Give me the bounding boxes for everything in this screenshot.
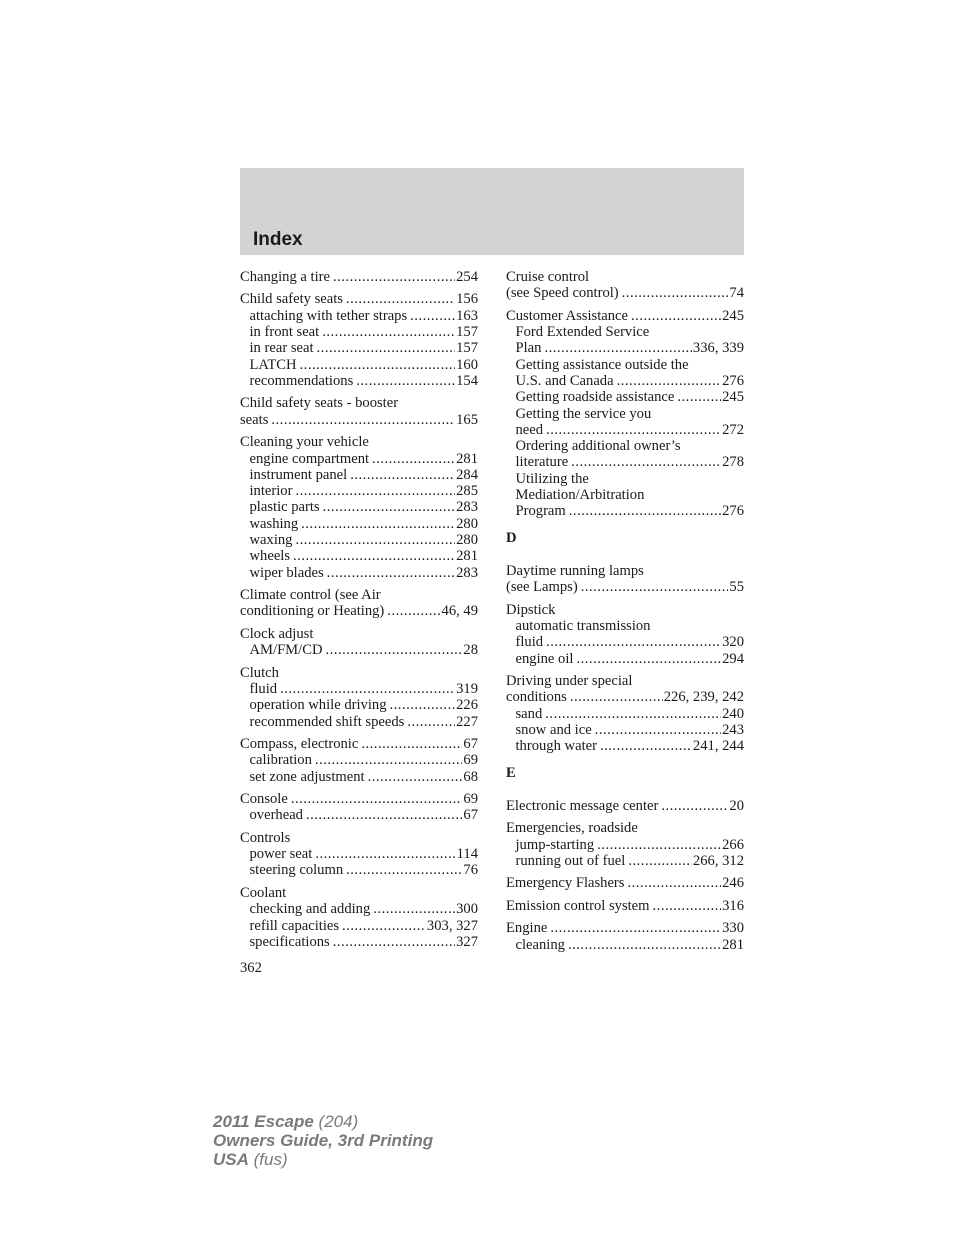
entry-text: power seat	[249, 846, 313, 863]
page-reference: 280	[456, 515, 478, 532]
page-reference: 330	[722, 920, 744, 937]
entry-text: Getting roadside assistance	[515, 389, 675, 406]
index-subentry-line	[506, 634, 744, 650]
dot-leader	[568, 937, 721, 953]
entry-text: Console	[240, 791, 288, 808]
index-subentry-line	[506, 471, 744, 487]
entry-text: instrument panel	[249, 466, 348, 483]
dot-leader	[545, 706, 721, 722]
page-reference: 69	[463, 752, 478, 769]
page-reference: 245	[722, 307, 744, 324]
page-reference: 55	[729, 579, 744, 596]
index-subentry-line	[240, 451, 478, 467]
entry-text: wheels	[249, 548, 291, 565]
index-subentry-line	[506, 438, 744, 454]
entry-text: seats	[240, 411, 269, 428]
entry-text: Plan	[515, 340, 542, 357]
dot-leader	[306, 807, 462, 823]
index-subentry-line	[506, 618, 744, 634]
entry-text: overhead	[249, 807, 303, 824]
dot-leader	[368, 769, 463, 785]
index-subentry-line	[506, 837, 744, 853]
dot-leader	[327, 565, 455, 581]
index-entry	[506, 308, 744, 520]
index-entry-line	[240, 412, 478, 428]
index-entry	[506, 798, 744, 814]
index-subentry-line	[240, 548, 478, 564]
index-entry-line	[506, 920, 744, 936]
entry-text: recommendations	[249, 372, 354, 389]
entry-text: engine oil	[515, 650, 574, 667]
dot-leader	[661, 798, 728, 814]
entry-text: fluid	[515, 634, 544, 651]
index-subentry-line	[240, 532, 478, 548]
dot-leader	[295, 483, 455, 499]
dot-leader	[373, 901, 455, 917]
dot-leader	[617, 373, 722, 389]
entry-text: set zone adjustment	[249, 768, 365, 785]
dot-leader	[291, 791, 463, 807]
index-subentry-line	[240, 483, 478, 499]
dot-leader	[280, 681, 455, 697]
entry-text: Emergency Flashers	[506, 875, 625, 892]
index-subentry-line	[240, 357, 478, 373]
index-column-right	[506, 269, 744, 959]
entry-text: Driving under special	[506, 673, 633, 690]
entry-text: through water	[515, 738, 597, 755]
index-entry-line	[506, 898, 744, 914]
page-reference: 246	[722, 875, 744, 892]
page-reference: 46, 49	[441, 603, 478, 620]
page-reference: 227	[456, 713, 478, 730]
dot-leader	[546, 634, 721, 650]
dot-leader	[569, 503, 721, 519]
dot-leader	[628, 853, 692, 869]
footer-line-1: 2011 Escape (204)	[213, 1112, 359, 1131]
entry-text: recommended shift speeds	[249, 713, 405, 730]
page-reference: 294	[722, 650, 744, 667]
index-subentry-line	[240, 901, 478, 917]
entry-text: in rear seat	[249, 340, 314, 357]
dot-leader	[333, 269, 455, 285]
page-reference: 157	[456, 340, 478, 357]
index-entry	[240, 434, 478, 581]
page-reference: 316	[722, 897, 744, 914]
page-reference: 281	[722, 936, 744, 953]
dot-leader	[622, 285, 729, 301]
page-reference: 163	[456, 307, 478, 324]
index-entry-line	[240, 885, 478, 901]
entry-text: attaching with tether straps	[249, 307, 408, 324]
page-reference: 226	[456, 697, 478, 714]
page-reference: 266	[722, 836, 744, 853]
index-entry	[240, 269, 478, 285]
entry-text: wiper blades	[249, 564, 324, 581]
index-entry	[240, 791, 478, 824]
dot-leader	[346, 862, 462, 878]
index-entry-line	[506, 285, 744, 301]
page-reference: 68	[463, 768, 478, 785]
entry-text: Compass, electronic	[240, 736, 359, 753]
index-subentry-line	[240, 499, 478, 515]
dot-leader	[627, 875, 721, 891]
index-entry-line	[240, 603, 478, 619]
index-subentry-line	[506, 406, 744, 422]
index-subentry-line	[506, 389, 744, 405]
dot-leader	[372, 451, 455, 467]
entry-text: cleaning	[515, 936, 565, 953]
index-subentry-line	[240, 340, 478, 356]
page-reference: 336, 339	[692, 340, 744, 357]
entry-text: Program	[515, 503, 566, 520]
entry-text: Engine	[506, 920, 548, 937]
dot-leader	[300, 357, 456, 373]
page-reference: 74	[729, 285, 744, 302]
index-entry-line	[240, 434, 478, 450]
index-entry-line	[240, 736, 478, 752]
index-entry	[240, 665, 478, 730]
index-entry-line	[506, 579, 744, 595]
entry-text: Child safety seats	[240, 291, 343, 308]
dot-leader	[571, 454, 721, 470]
index-subentry-line	[240, 846, 478, 862]
page-reference: 280	[456, 532, 478, 549]
entry-text: (see Speed control)	[506, 285, 619, 302]
index-entry	[240, 736, 478, 785]
entry-text: Utilizing the	[515, 470, 589, 487]
page-reference: 281	[456, 548, 478, 565]
index-entry	[240, 291, 478, 389]
entry-text: calibration	[249, 752, 312, 769]
index-subentry-line	[506, 722, 744, 738]
dot-leader	[326, 642, 463, 658]
page-reference: 281	[456, 450, 478, 467]
dot-leader	[333, 934, 455, 950]
entry-text: Emergencies, roadside	[506, 820, 638, 837]
index-subentry-line	[506, 487, 744, 503]
index-subentry-line	[240, 681, 478, 697]
entry-text: fluid	[249, 680, 278, 697]
dot-leader	[581, 579, 729, 595]
document-footer	[213, 1112, 433, 1169]
page-reference: 284	[456, 466, 478, 483]
entry-text: sand	[515, 705, 543, 722]
dot-leader	[544, 340, 691, 356]
entry-text: Getting the service you	[515, 405, 652, 422]
index-subentry-line	[506, 454, 744, 470]
entry-text: Cruise control	[506, 269, 590, 285]
entry-text: snow and ice	[515, 721, 592, 738]
index-entry-line	[240, 830, 478, 846]
page-reference: 283	[456, 564, 478, 581]
entry-text: in front seat	[249, 324, 320, 341]
entry-text: need	[515, 421, 544, 438]
dot-leader	[315, 846, 455, 862]
entry-text: plastic parts	[249, 499, 320, 516]
page-reference: 156	[456, 291, 478, 308]
page-reference: 157	[456, 324, 478, 341]
index-column-left	[240, 269, 478, 956]
index-entry	[506, 602, 744, 667]
dot-leader	[677, 389, 721, 405]
entry-text: Emission control system	[506, 897, 650, 914]
index-entry	[240, 885, 478, 950]
entry-text: Mediation/Arbitration	[515, 487, 645, 504]
index-entry-line	[506, 673, 744, 689]
index-subentry-line	[240, 752, 478, 768]
entry-text: Climate control (see Air	[240, 587, 381, 604]
dot-leader	[322, 324, 455, 340]
index-entry-line	[506, 563, 744, 579]
entry-text: conditioning or Heating)	[240, 603, 385, 620]
index-subentry-line	[240, 714, 478, 730]
index-subentry-line	[240, 308, 478, 324]
index-subentry-line	[240, 862, 478, 878]
dot-leader	[361, 736, 462, 752]
index-entry	[506, 898, 744, 914]
entry-text: steering column	[249, 862, 344, 879]
entry-text: literature	[515, 454, 569, 471]
entry-text: Ordering additional owner’s	[515, 438, 681, 455]
page-reference: 114	[456, 846, 478, 863]
page-reference: 165	[456, 411, 478, 428]
entry-text: jump-starting	[515, 836, 595, 853]
entry-text: conditions	[506, 689, 567, 706]
entry-text: Clutch	[240, 664, 279, 681]
index-entry	[506, 920, 744, 953]
index-entry-line	[506, 269, 744, 285]
entry-text: Child safety seats - booster	[240, 395, 399, 412]
page-reference: 160	[456, 356, 478, 373]
index-header	[240, 168, 744, 255]
index-entry-line	[506, 875, 744, 891]
index-subentry-line	[506, 937, 744, 953]
index-entry	[506, 875, 744, 891]
dot-leader	[342, 918, 426, 934]
entry-text: Changing a tire	[240, 269, 330, 285]
index-subentry-line	[506, 324, 744, 340]
index-subentry-line	[240, 697, 478, 713]
dot-leader	[550, 920, 721, 936]
page-reference: 254	[456, 269, 478, 285]
footer-line-3: USA (fus)	[213, 1150, 288, 1169]
index-entry	[240, 587, 478, 620]
index-entry	[506, 820, 744, 869]
entry-text: operation while driving	[249, 697, 387, 714]
page-reference: 278	[722, 454, 744, 471]
page-reference: 276	[722, 503, 744, 520]
entry-text: Coolant	[240, 884, 287, 901]
entry-text: Dipstick	[506, 601, 556, 618]
entry-text: Getting assistance outside the	[515, 356, 689, 373]
dot-leader	[323, 499, 455, 515]
dot-leader	[576, 651, 721, 667]
index-subentry-line	[240, 565, 478, 581]
page-reference: 283	[456, 499, 478, 516]
page-reference: 226, 239, 242	[663, 689, 744, 706]
entry-text: waxing	[249, 532, 293, 549]
index-entry-line	[240, 791, 478, 807]
index-entry-line	[506, 689, 744, 705]
index-subentry-line	[240, 807, 478, 823]
entry-text: Cleaning your vehicle	[240, 434, 369, 451]
page-reference: 20	[729, 797, 744, 814]
dot-leader	[600, 738, 692, 754]
dot-leader	[546, 422, 721, 438]
section-letter: E	[506, 764, 516, 781]
index-entry-line	[240, 665, 478, 681]
page-reference: 241, 244	[692, 738, 744, 755]
dot-leader	[301, 516, 455, 532]
index-subentry-line	[240, 516, 478, 532]
entry-text: LATCH	[249, 356, 297, 373]
index-subentry-line	[506, 503, 744, 519]
dot-leader	[653, 898, 722, 914]
page-reference: 272	[722, 421, 744, 438]
entry-text: Daytime running lamps	[506, 562, 644, 579]
dot-leader	[356, 373, 455, 389]
page-reference: 266, 312	[692, 852, 744, 869]
page-reference: 240	[722, 705, 744, 722]
page-title: Index	[253, 229, 303, 250]
page-number: 362	[240, 960, 262, 976]
index-entry	[506, 563, 744, 596]
dot-leader	[407, 714, 455, 730]
page-reference: 327	[456, 933, 478, 950]
index-entry	[240, 830, 478, 879]
entry-text: (see Lamps)	[506, 579, 578, 596]
index-entry-line	[240, 626, 478, 642]
index-entry	[506, 269, 744, 302]
index-subentry-line	[506, 651, 744, 667]
index-entry-line	[506, 308, 744, 324]
entry-text: AM/FM/CD	[249, 642, 323, 659]
index-entry-line	[506, 798, 744, 814]
index-subentry-line	[240, 467, 478, 483]
page-reference: 154	[456, 372, 478, 389]
index-subentry-line	[240, 769, 478, 785]
page-reference: 276	[722, 372, 744, 389]
footer-line-2: Owners Guide, 3rd Printing	[213, 1131, 434, 1150]
entry-text: Customer Assistance	[506, 307, 629, 324]
entry-text: engine compartment	[249, 450, 370, 467]
entry-text: running out of fuel	[515, 852, 626, 869]
dot-leader	[595, 722, 721, 738]
index-subentry-line	[240, 324, 478, 340]
index-entry	[240, 395, 478, 428]
index-subentry-line	[506, 853, 744, 869]
page-reference: 300	[456, 901, 478, 918]
index-entry-line	[506, 602, 744, 618]
index-subentry-line	[506, 373, 744, 389]
dot-leader	[410, 308, 455, 324]
entry-text: checking and adding	[249, 901, 371, 918]
index-subentry-line	[240, 934, 478, 950]
entry-text: Ford Extended Service	[515, 324, 650, 341]
index-subentry-line	[506, 738, 744, 754]
dot-leader	[315, 752, 463, 768]
page-reference: 245	[722, 389, 744, 406]
entry-text: specifications	[249, 933, 330, 950]
dot-leader	[346, 291, 455, 307]
dot-leader	[570, 689, 663, 705]
dot-leader	[390, 697, 456, 713]
index-entry	[506, 673, 744, 754]
page-reference: 243	[722, 721, 744, 738]
entry-text: Controls	[240, 829, 291, 846]
index-subentry-line	[506, 706, 744, 722]
entry-text: Electronic message center	[506, 797, 659, 814]
page-reference: 67	[463, 736, 478, 753]
entry-text: refill capacities	[249, 917, 340, 934]
page-reference: 303, 327	[426, 917, 478, 934]
dot-leader	[350, 467, 455, 483]
dot-leader	[295, 532, 455, 548]
entry-text: U.S. and Canada	[515, 372, 614, 389]
entry-text: Clock adjust	[240, 625, 314, 642]
index-subentry-line	[506, 422, 744, 438]
page-reference: 285	[456, 483, 478, 500]
index-subentry-line	[506, 340, 744, 356]
dot-leader	[631, 308, 721, 324]
page-reference: 76	[463, 862, 478, 879]
index-subentry-line	[240, 642, 478, 658]
entry-text: automatic transmission	[515, 618, 651, 635]
entry-text: washing	[249, 515, 299, 532]
index-entry	[240, 626, 478, 659]
index-entry-line	[240, 587, 478, 603]
page-reference: 69	[463, 791, 478, 808]
dot-leader	[317, 340, 456, 356]
dot-leader	[293, 548, 455, 564]
section-letter: D	[506, 529, 517, 546]
index-subentry-line	[240, 373, 478, 389]
page-reference: 67	[463, 807, 478, 824]
index-entry-line	[506, 820, 744, 836]
dot-leader	[271, 412, 455, 428]
index-subentry-line	[240, 918, 478, 934]
dot-leader	[597, 837, 721, 853]
index-entry-line	[240, 291, 478, 307]
dot-leader	[387, 603, 440, 619]
index-entry-line	[240, 269, 478, 285]
page-reference: 319	[456, 680, 478, 697]
page-reference: 320	[722, 634, 744, 651]
index-subentry-line	[506, 357, 744, 373]
page-reference: 28	[463, 642, 478, 659]
index-entry-line	[240, 395, 478, 411]
entry-text: interior	[249, 483, 293, 500]
